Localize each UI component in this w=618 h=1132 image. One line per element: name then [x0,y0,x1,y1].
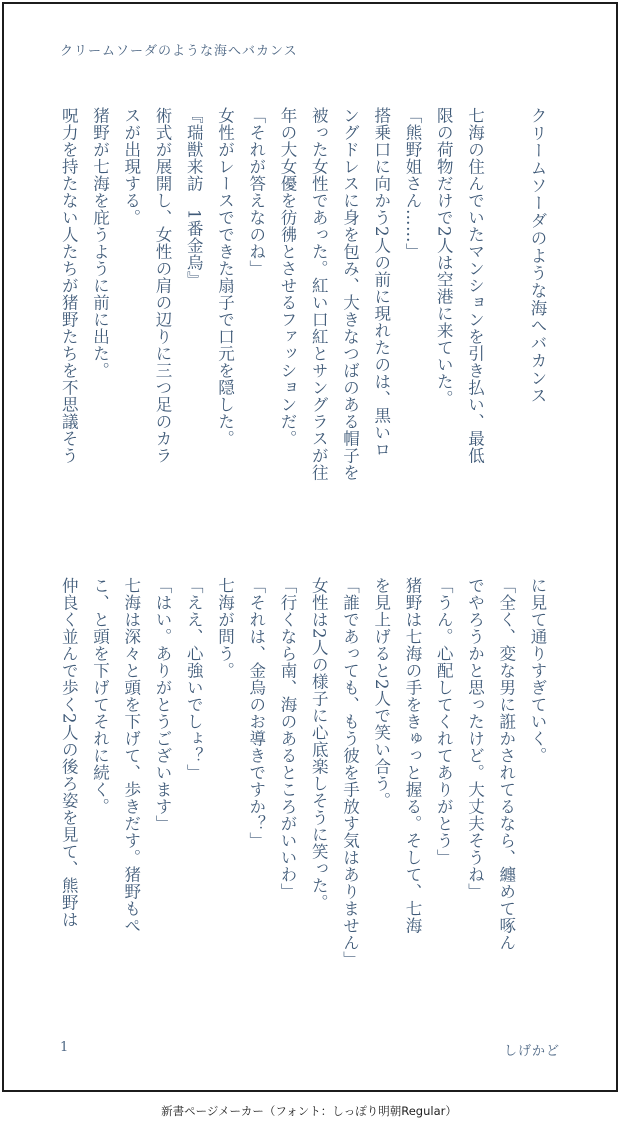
text-line: スが出現する。 [121,107,141,226]
page-number: 1 [60,1040,69,1055]
text-line: 「行くなら南、海のあるところがいいわ」 [278,577,297,900]
text-line: 女性がレースでできた扇子で口元を隠した。 [215,107,235,447]
text-line: 七海の住んでいたマンションを引き払い、最低 [465,107,485,464]
chapter-title: クリームソーダのような海へバカンス [528,107,547,405]
text-line: 七海は深々と頭を下げて、歩きだす。猪野もぺ [121,577,141,934]
text-line: 年の大女優を彷彿とさせるファッションだ。 [278,107,297,447]
text-line: 限の荷物だけで2人は空港に来ていた。 [434,107,454,407]
text-line: でやろうかと思ったけど。大丈夫そうね」 [465,577,485,900]
text-line: 猪野が七海を庇うように前に出た。 [90,107,110,379]
text-line: を見上げると2人で笑い合う。 [371,577,391,809]
text-line: 「それが答えなのね」 [246,107,266,277]
text-line: に見て通りすぎていく。 [528,577,547,764]
book-page [2,2,618,1092]
running-title: クリームソーダのような海へバカンス [60,44,298,59]
text-line: 「それは、金烏のお導きですか？」 [246,577,266,849]
text-line: 女性は2人の様子に心底楽しそうに笑った。 [309,577,329,911]
text-line: 『瑞獣来訪 1番金烏』 [184,107,204,288]
author-name: しげかど [503,1044,560,1059]
text-line: 「うん。心配してくれてありがとう」 [434,577,454,866]
text-line: 術式が展開し、女性の肩の辺りに三つ足のカラ [153,107,172,464]
text-block-upper [54,107,554,519]
text-line: 「はい。ありがとうございます」 [153,577,172,832]
text-line: 「熊野姐さん……」 [403,107,422,260]
text-line: 猪野は七海の手をきゅっと握る。そして、七海 [403,577,422,934]
text-line: ングドレスに身を包み、大きなつばのある帽子を [340,107,360,481]
text-line: 「誰であっても、もう彼を手放す気はありません」 [340,577,360,968]
text-line: 七海が問う。 [215,577,235,679]
text-line: 仲良く並んで歩く2人の後ろ姿を見て、熊野は [59,577,79,928]
text-line: 搭乗口に向かう2人の前に現れたのは、黒いロ [371,107,391,458]
text-line: こ、と頭を下げてそれに続く。 [90,577,110,815]
text-block-lower [54,577,554,1009]
text-line: 「全く、変な男に誑かされてるなら、纏めて啄ん [496,577,516,951]
text-line: 「ええ、心強いでしょ？」 [184,577,204,781]
text-line [492,107,523,519]
tool-credit: 新書ページメーカー（フォント：しっぽり明朝Regular） [161,1104,457,1118]
text-line: 被った女性であった。紅い口紅とサングラスが往 [309,107,329,481]
text-line: 呪力を持たない人たちが猪野たちを不思議そう [59,107,79,464]
